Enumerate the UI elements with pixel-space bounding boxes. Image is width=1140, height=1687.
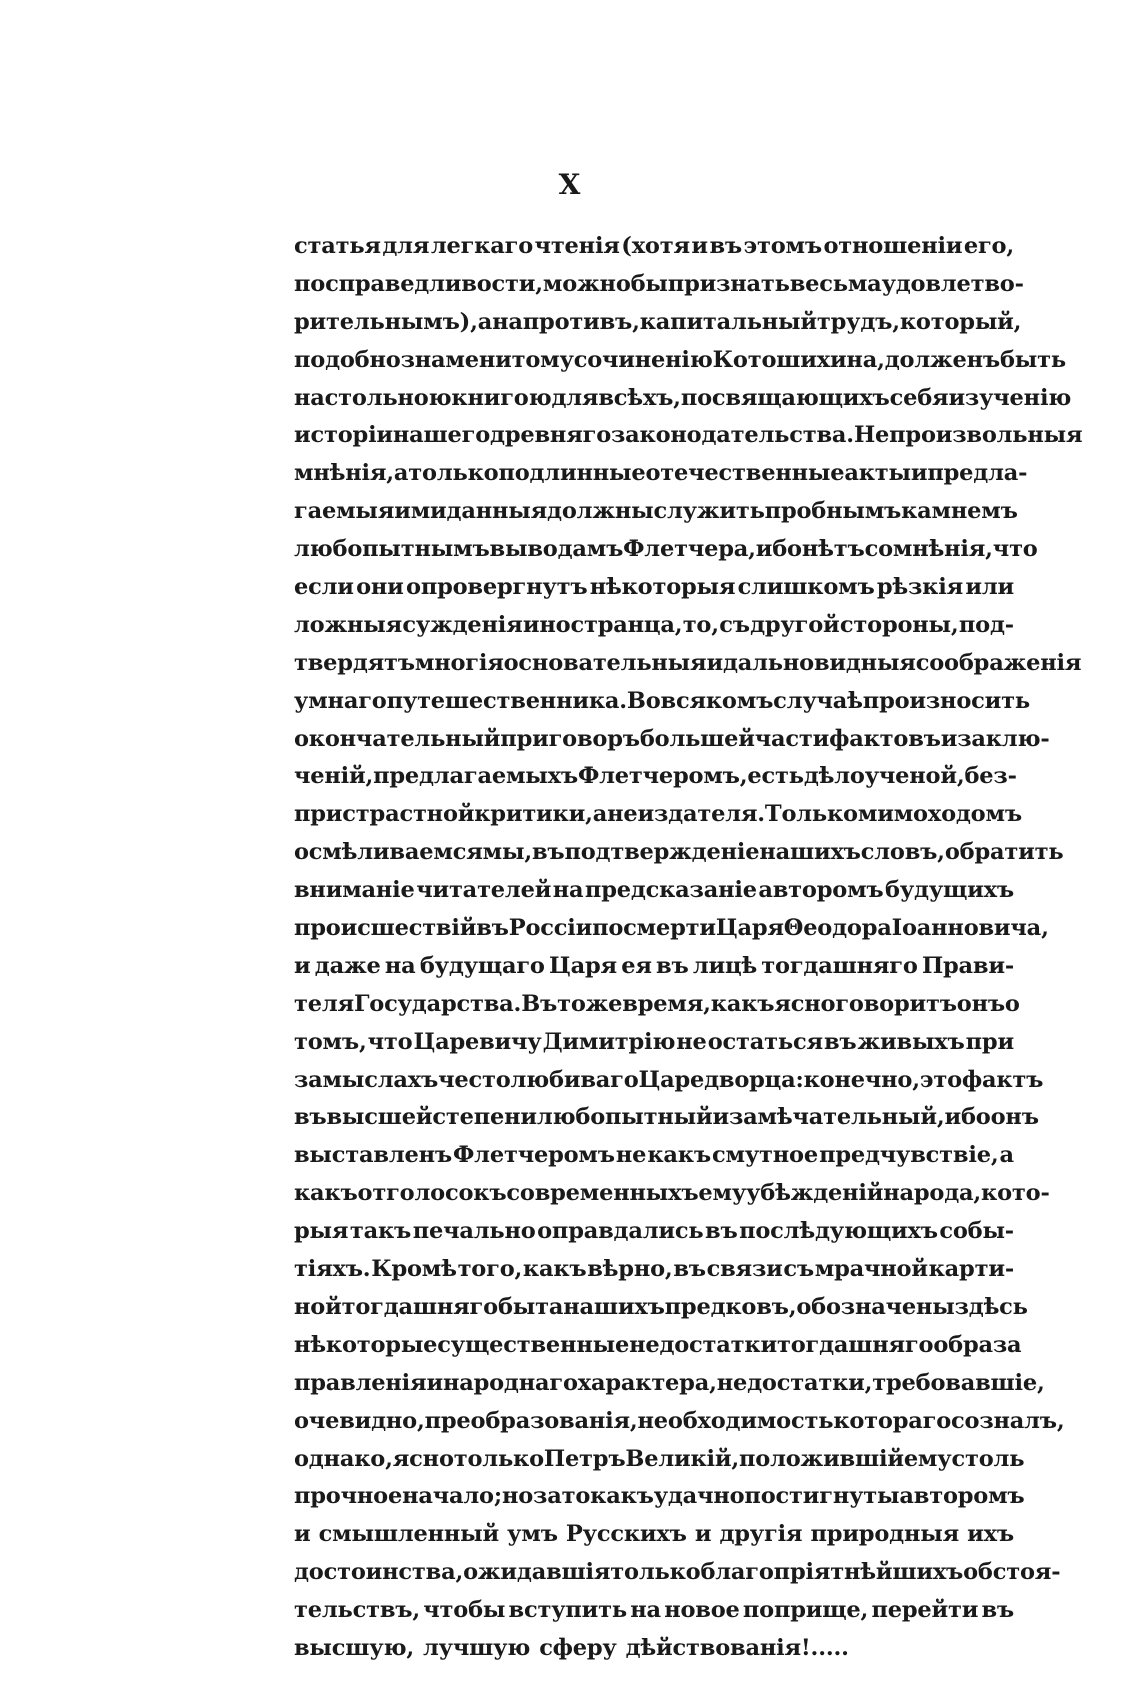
text-line: прочное начало; но за то какъ удачно постигнуты авторомъ xyxy=(294,1483,1025,1510)
text-line: мнѣнія, а только подлинные отечественные акты и предла- xyxy=(294,460,1028,487)
text-line: ной тогдашняго быта нашихъ предковъ, обозначены здѣсь xyxy=(294,1293,1028,1320)
text-line: тіяхъ. Кромѣ того, какъ вѣрно, въ связи съ мрачной карти- xyxy=(294,1256,1014,1283)
text-line: если они опровергнутъ нѣкоторыя слишкомъ рѣзкія или xyxy=(294,574,1014,601)
text-line: томъ, что Царевичу Димитрію не остаться въ живыхъ при xyxy=(294,1028,1014,1055)
text-line: ченій, предлагаемыхъ Флетчеромъ, есть дѣло ученой, без- xyxy=(294,763,1017,790)
text-line: подобно знаменитому сочиненію Котошихина, долженъ быть xyxy=(294,346,1066,373)
text-line: замыслахъ честолюбиваго Царедворца : конечно, это фактъ xyxy=(294,1066,1044,1093)
page-number: X xyxy=(558,168,582,201)
text-line: рыя такъ печально оправдались въ послѣдующихъ собы- xyxy=(294,1218,1014,1245)
text-line: окончательный приговоръ большей части фактовъ и заклю- xyxy=(294,725,1050,752)
text-line: умнаго путешественника. Во всякомъ случаѣ произносить xyxy=(294,687,1030,714)
text-line: ложныя сужденія иностранца, то, съ другой стороны, под- xyxy=(294,611,1014,638)
text-line: и смышленный умъ Русскихъ и другія природныя ихъ xyxy=(294,1521,1014,1548)
text-line: тельствъ, чтобы вступить на новое поприще, перейти въ xyxy=(294,1597,1014,1624)
text-line: однако, ясно только Петръ Великій, положившій ему столь xyxy=(294,1445,1025,1472)
text-line: по справедливости, можно бы признать весьма удовлетво- xyxy=(294,270,1024,297)
text-line: въ высшей степени любопытный и замѣчательный, ибо онъ xyxy=(294,1104,1039,1131)
text-line: выставленъ Флетчеромъ не какъ смутное предчувствіе, а xyxy=(294,1142,1014,1169)
text-line: статья для легкаго чтенія (хотя и въ этомъ отношеніи его, xyxy=(294,233,1014,259)
text-line: правленія и народнаго характера, недостатки, требовавшіе, xyxy=(294,1369,1045,1396)
text-line: осмѣливаемся мы, въ подтвержденіе нашихъ словъ, обратить xyxy=(294,839,1064,866)
text-line: гаемыя ими данныя должны служить пробнымъ камнемъ xyxy=(294,498,1018,525)
text-line: какъ отголосокъ современныхъ ему убѣжденій народа, кото- xyxy=(294,1180,1050,1207)
text-line: настольною книгою для всѣхъ, посвящающихъ себя изученію xyxy=(294,384,1072,411)
text-line: любопытнымъ выводамъ Флетчера, ибо нѣтъ сомнѣнія, что xyxy=(294,536,1038,563)
text-line: достоинства, ожидавшія только благопріятнѣйшихъ обстоя- xyxy=(294,1559,1061,1586)
text-line: нѣкоторые существенные недостатки тогдашняго образа xyxy=(294,1331,1022,1358)
text-line: очевидно, преобразованія, необходимость котораго созналъ, xyxy=(294,1407,1065,1434)
text-line: высшую, лучшую сферу дѣйствованія!..... xyxy=(294,1634,849,1661)
text-line: происшествій въ Россіи по смерти Царя Θеодора Іоанновича, xyxy=(294,915,1049,942)
text-line: рительнымъ), а напротивъ, капитальный трудъ, который, xyxy=(294,308,1022,335)
text-line: и даже на будущаго Царя ея въ лицѣ тогдашняго Прави- xyxy=(294,952,1014,979)
text-line: исторіи нашего древняго законодательства. Не произвольныя xyxy=(294,422,1083,449)
text-line: теля Государства. Въ тоже время, какъ ясно говоритъ онъ о xyxy=(294,990,1020,1017)
text-line: вниманіе читателей на предсказаніе авторомъ будущихъ xyxy=(294,877,1014,904)
text-line: пристрастной критики, а не издателя. Только мимоходомъ xyxy=(294,801,1022,828)
text-line: твердятъ многія основательныя и дальновидныя соображенія xyxy=(294,649,1082,676)
body-text xyxy=(294,228,1083,1668)
